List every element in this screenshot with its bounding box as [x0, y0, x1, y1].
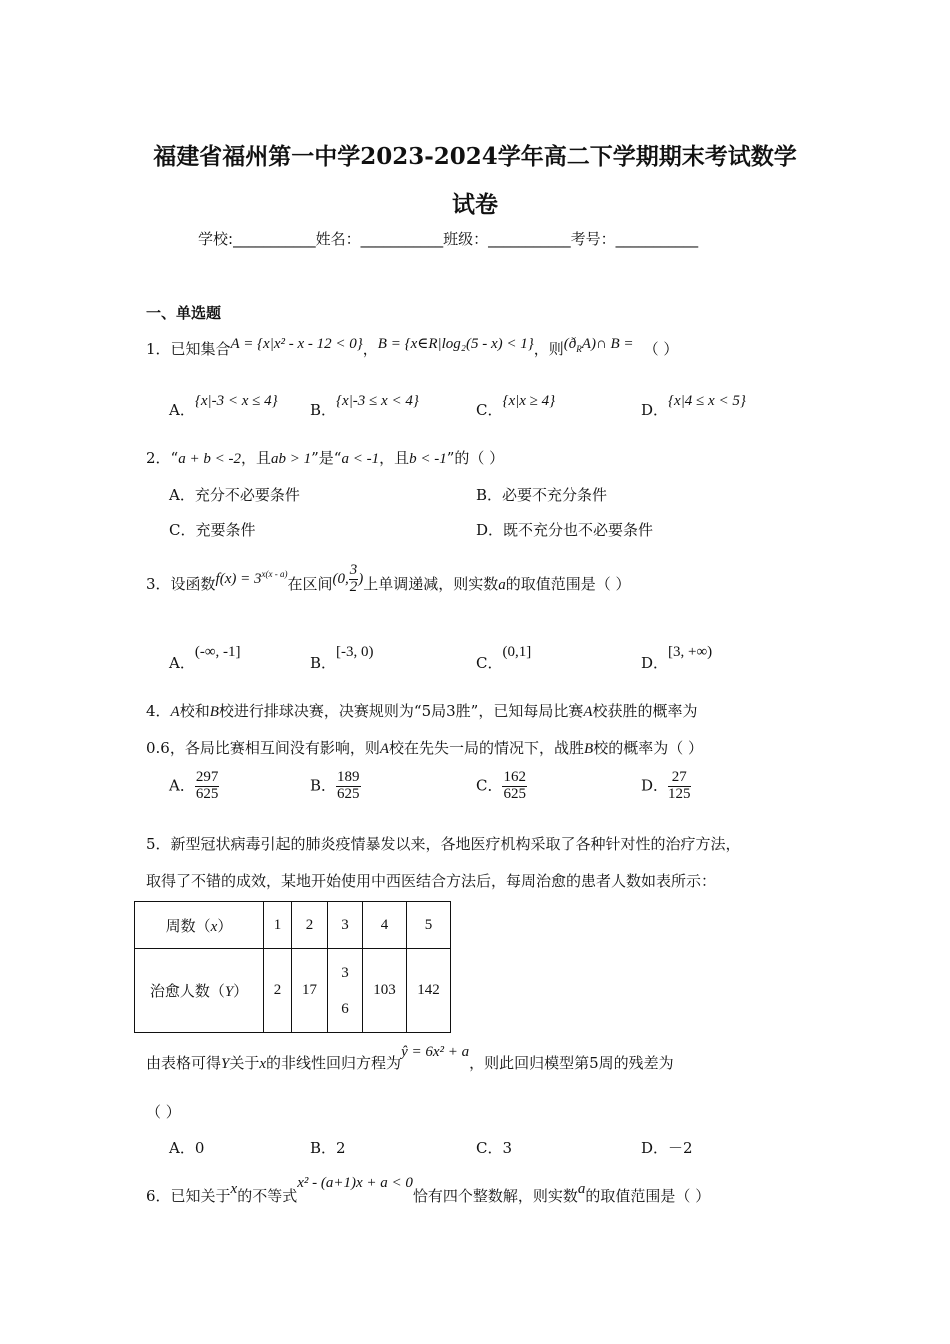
q1-comma: ，: [362, 340, 378, 358]
q2-option-b[interactable]: B．必要不充分条件: [476, 486, 608, 504]
q4-option-a[interactable]: A． $\frac{297}{625}$: [169, 769, 219, 802]
section-heading: 一、单选题: [146, 304, 222, 322]
q5-option-a[interactable]: A．0: [169, 1139, 205, 1157]
q1-set-a: A = {x|x² - x - 12 < 0}: [230, 336, 363, 352]
q3-option-b[interactable]: B．[-3, 0): [310, 644, 374, 672]
q2-option-a[interactable]: A．充分不必要条件: [169, 486, 300, 504]
table-cell: 3 6: [328, 949, 363, 1033]
table-cell: 4: [363, 902, 407, 949]
q3-option-c[interactable]: C．(0,1]: [476, 644, 532, 672]
table-cell: 2: [264, 949, 292, 1033]
q4-option-b[interactable]: B． $\frac{189}{625}$: [310, 769, 360, 802]
q4-option-c[interactable]: C． $\frac{162}{625}$: [476, 769, 526, 802]
q1-expr: $(ð_RA)\cap$ B =: [563, 336, 634, 354]
school-label: 学校:: [198, 230, 234, 248]
number-label: 考号：: [570, 230, 616, 248]
table-cell: 3: [328, 902, 363, 949]
info-line: [198, 228, 698, 249]
q1-option-a[interactable]: A．{x|-3 < x ≤ 4}: [169, 393, 278, 419]
table-cell: 2: [292, 902, 328, 949]
question-6: 6．已知关于x的不等式x² - (a+1)x + a < 0恰有四个整数解，则实数a的取值范围是（ ）: [146, 1175, 711, 1205]
table-cell: 5: [407, 902, 451, 949]
q1-option-b[interactable]: B．{x|-3 ≤ x < 4}: [310, 393, 419, 419]
q1-then: ，则: [533, 340, 564, 358]
q2-option-d[interactable]: D．既不充分也不必要条件: [476, 521, 654, 539]
question-2: 2．“a + b < -2，且ab > 1”是“a < -1，且b < -1”的（ ）: [146, 449, 505, 467]
q3-option-d[interactable]: D．[3, +∞): [641, 644, 713, 672]
table-cell: 103: [363, 949, 407, 1033]
q1-option-d[interactable]: D．{x|4 ≤ x < 5}: [641, 393, 746, 419]
q3-function: $f(x) = 3^{x(x - a)}$: [215, 569, 288, 587]
table-row: [135, 902, 451, 949]
class-blank: ___________: [488, 230, 571, 248]
page-title-line2: 试卷: [452, 191, 498, 218]
school-blank: ___________: [233, 230, 316, 248]
q5-option-c[interactable]: C．3: [476, 1139, 513, 1157]
class-label: 班级：: [443, 230, 489, 248]
q5-option-b[interactable]: B．2: [310, 1139, 346, 1157]
page-title: 福建省福州第一中学2023-2024学年高二下学期期末考试数学: [153, 143, 797, 170]
question-4-line2: 0.6，各局比赛相互间没有影响，则A校在先失一局的情况下，战胜B校的概率为（ ）: [146, 739, 703, 757]
q6-inequality: x² - (a+1)x + a < 0: [297, 1175, 413, 1191]
q4-option-d[interactable]: D． $\frac{27}{125}$: [641, 769, 691, 802]
question-5-line2: 取得了不错的成效，某地开始使用中西医结合方法后，每周治愈的患者人数如表所示：: [146, 872, 717, 890]
q1-prefix: 1．已知集合: [146, 340, 231, 358]
table-cell: 17: [292, 949, 328, 1033]
table-header-cell: 周数（x）: [135, 902, 264, 949]
q5-paren: （ ）: [146, 1103, 181, 1121]
q3-interval: (0, $\frac{3}{2}$ ): [332, 562, 364, 596]
q3-option-a[interactable]: A．(-∞, -1]: [169, 644, 241, 672]
q5-equation: ŷ = 6x² + a: [401, 1044, 470, 1060]
q2-option-c[interactable]: C．充要条件: [169, 521, 256, 539]
table-cell: 142: [407, 949, 451, 1033]
table-header-cell: 治愈人数（Y）: [135, 949, 264, 1033]
q1-paren: （ ）: [643, 340, 679, 358]
question-5-line1: 5．新型冠状病毒引起的肺炎疫情暴发以来，各地医疗机构采取了各种针对性的治疗方法，: [146, 835, 741, 853]
data-table: [134, 901, 451, 1033]
name-label: 姓名：: [315, 230, 361, 248]
q1-option-c[interactable]: C．{x|x ≥ 4}: [476, 393, 556, 419]
name-blank: ___________: [360, 230, 444, 248]
table-row: [135, 949, 451, 1033]
question-5-regression: 由表格可得Y关于x的非线性回归方程为ŷ = 6x² + a，则此回归模型第5周的残差为: [146, 1044, 674, 1072]
q5-option-d[interactable]: D．－2: [641, 1139, 693, 1157]
question-4-line1: 4．A校和B校进行排球决赛，决赛规则为“5局3胜”，已知每局比赛A校获胜的概率为: [146, 702, 698, 720]
number-blank: ___________: [615, 230, 699, 248]
table-cell: 1: [264, 902, 292, 949]
q1-set-b: B = {x∈R|log₂(5 - x) < 1}: [377, 336, 534, 352]
question-1: [146, 338, 678, 360]
question-3: 3．设函数$f(x) = 3^{x(x - a)}$在区间(0, $\frac{3}{2}$ )上单调递减，则实数a的取值范围是（ ）: [146, 562, 631, 596]
